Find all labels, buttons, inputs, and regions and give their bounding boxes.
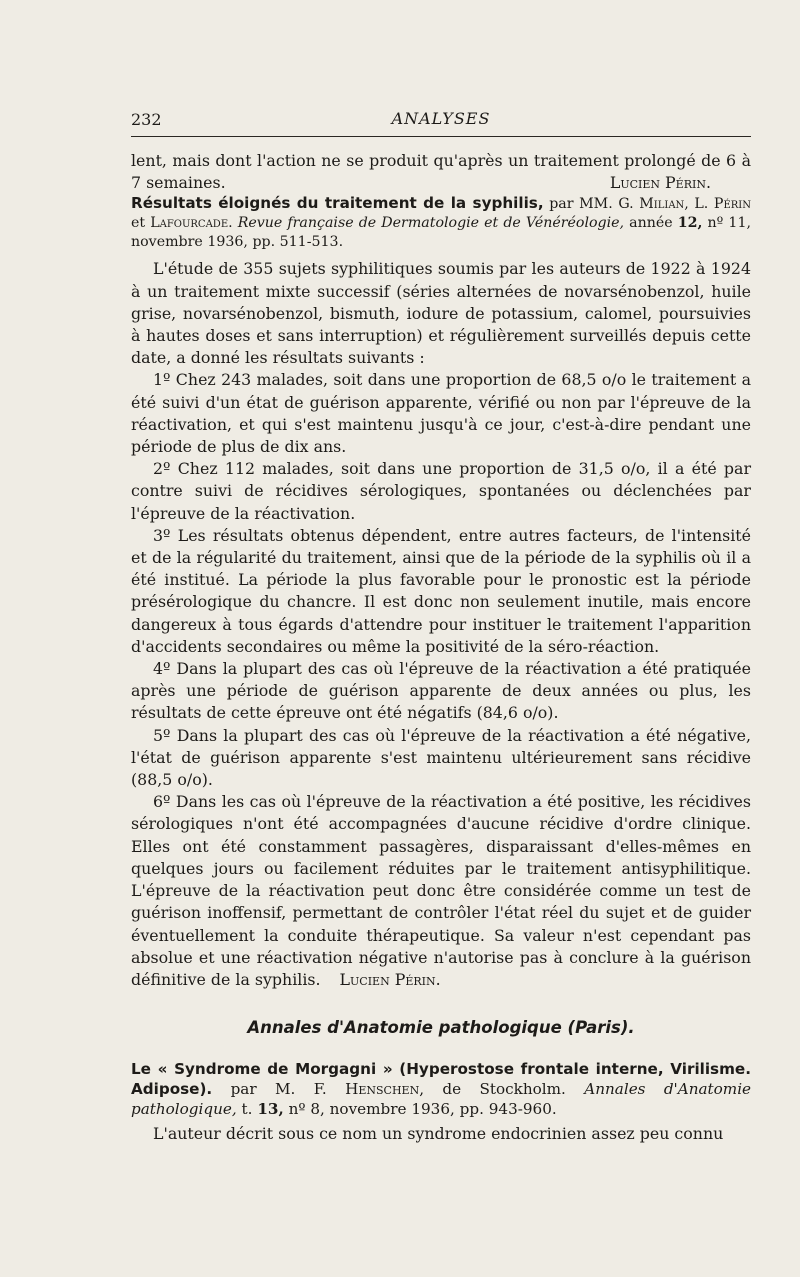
article1-paragraph: 3º Les résultats obtenus dépendent, entre autres facteurs, de l'intensité et de la régularité du traitement, ainsi que de la période de la syphilis où il a été institué. La période la plus favorable pour le pronostic est la période présérologique du chancre. Il est donc non seulement inutile, mais encore dangereux à tous égards d'attendre pour instituer le traitement l'apparition d'accidents secondaires ou même la positivité de la séro-réaction. [131,525,751,656]
section-title: Annales d'Anatomie pathologique (Paris). [247,1018,635,1038]
article1-paragraph: L'étude de 355 sujets syphilitiques soumis par les auteurs de 1922 à 1924 à un traitement mixte successif (séries alternées de novarsénobenzol, huile grise, novarsénobenzol, bismuth, iodure de potassium, calomel, poursuivies à hautes doses et sans interruption) et régulièrement surveillés depuis cette date, a donné les résultats suivants : [131,259,751,368]
continuation-paragraph [131,150,751,194]
article1-signature: Lucien Périn. [339,969,441,989]
page-header [131,106,751,137]
article2-author: Henschen, [345,1080,425,1099]
article1-by: par MM. [549,196,613,213]
article1-authors-b: Lafourcade. [150,215,233,232]
article2-paragraph: L'auteur décrit sous ce nom un syndrome endocrinien assez peu connu [153,1124,724,1144]
article1-year-label: année [629,215,673,232]
article1-authors-a: G. Milian, L. Périn [618,196,751,213]
article1-heading [131,194,751,252]
article2-journal: Annales d'Anatomie pathologique, [131,1080,752,1119]
article2-title: Le « Syndrome de Morgagni » (Hyperostose frontale interne, Virilisme. Adipose). [131,1060,751,1099]
article2-issue: nº 8, novembre 1936, pp. 943-960. [288,1100,557,1119]
article2-vol-label: t. [241,1100,253,1119]
page-number: 232 [131,110,162,129]
article1-paragraph [131,791,751,991]
running-head: ANALYSES [391,109,491,128]
continuation-signature: Lucien Périn. [609,173,711,193]
article1-last-text: 6º Dans les cas où l'épreuve de la réactivation a été positive, les récidives sérologiques n'ont été accompagnées d'aucune récidive d'ordre clinique. Elles ont été constamment passagères, disparaissant d'elles-mêmes en quelques jours ou facilement réduites par le traitement antisyphilitique. L'épreuve de la réactivation peut donc être considérée comme un test de guérison inoffensif, permettant de contrôler l'état réel du sujet et de guider éventuellement la conduite thérapeutique. Sa valeur n'est cependant pas absolue et une réactivation négative n'autorise pas à conclure à la guérison définitive de la syphilis. [131,792,751,989]
article1-and: et [131,215,146,232]
article2-by: par M. F. [230,1080,327,1099]
article1-paragraph: 5º Dans la plupart des cas où l'épreuve de la réactivation a été négative, l'état de guérison apparente s'est maintenu ultérieurement sans récidive (88,5 o/o). [131,725,751,790]
article1-issue: nº 11, novembre 1936, pp. 511-513. [131,215,751,251]
article1-title: Résultats éloignés du traitement de la syphilis, [131,194,544,213]
article1-paragraph: 4º Dans la plupart des cas où l'épreuve de la réactivation a été pratiquée après une période de guérison apparente de deux années ou plus, les résultats de cette épreuve ont été négatifs (84,6 o/o). [131,659,751,723]
article2-heading [131,1059,751,1119]
article1-journal: Revue française de Dermatologie et de Vénéréologie, [237,215,625,232]
continuation-text: lent, mais dont l'action ne se produit qu'après un traitement prolongé de 6 à 7 semaines. [131,151,751,193]
article1-paragraph: 2º Chez 112 malades, soit dans une proportion de 31,5 o/o, il a été par contre suivi de récidives sérologiques, spontanées ou déclenchées par l'épreuve de la réactivation. [131,459,751,523]
article1-paragraph: 1º Chez 243 malades, soit dans une proportion de 68,5 o/o le traitement a été suivi d'un état de guérison apparente, vérifié ou non par l'épreuve de la réactivation, et qui s'est maintenu jusqu'à ce jour, c'est-à-dire pendant une période de plus de dix ans. [131,370,751,457]
article2-place: de Stockholm. [442,1080,566,1099]
page-body [131,150,751,1146]
article1-year-num: 12, [677,215,703,232]
article2-vol-num: 13, [257,1100,284,1119]
